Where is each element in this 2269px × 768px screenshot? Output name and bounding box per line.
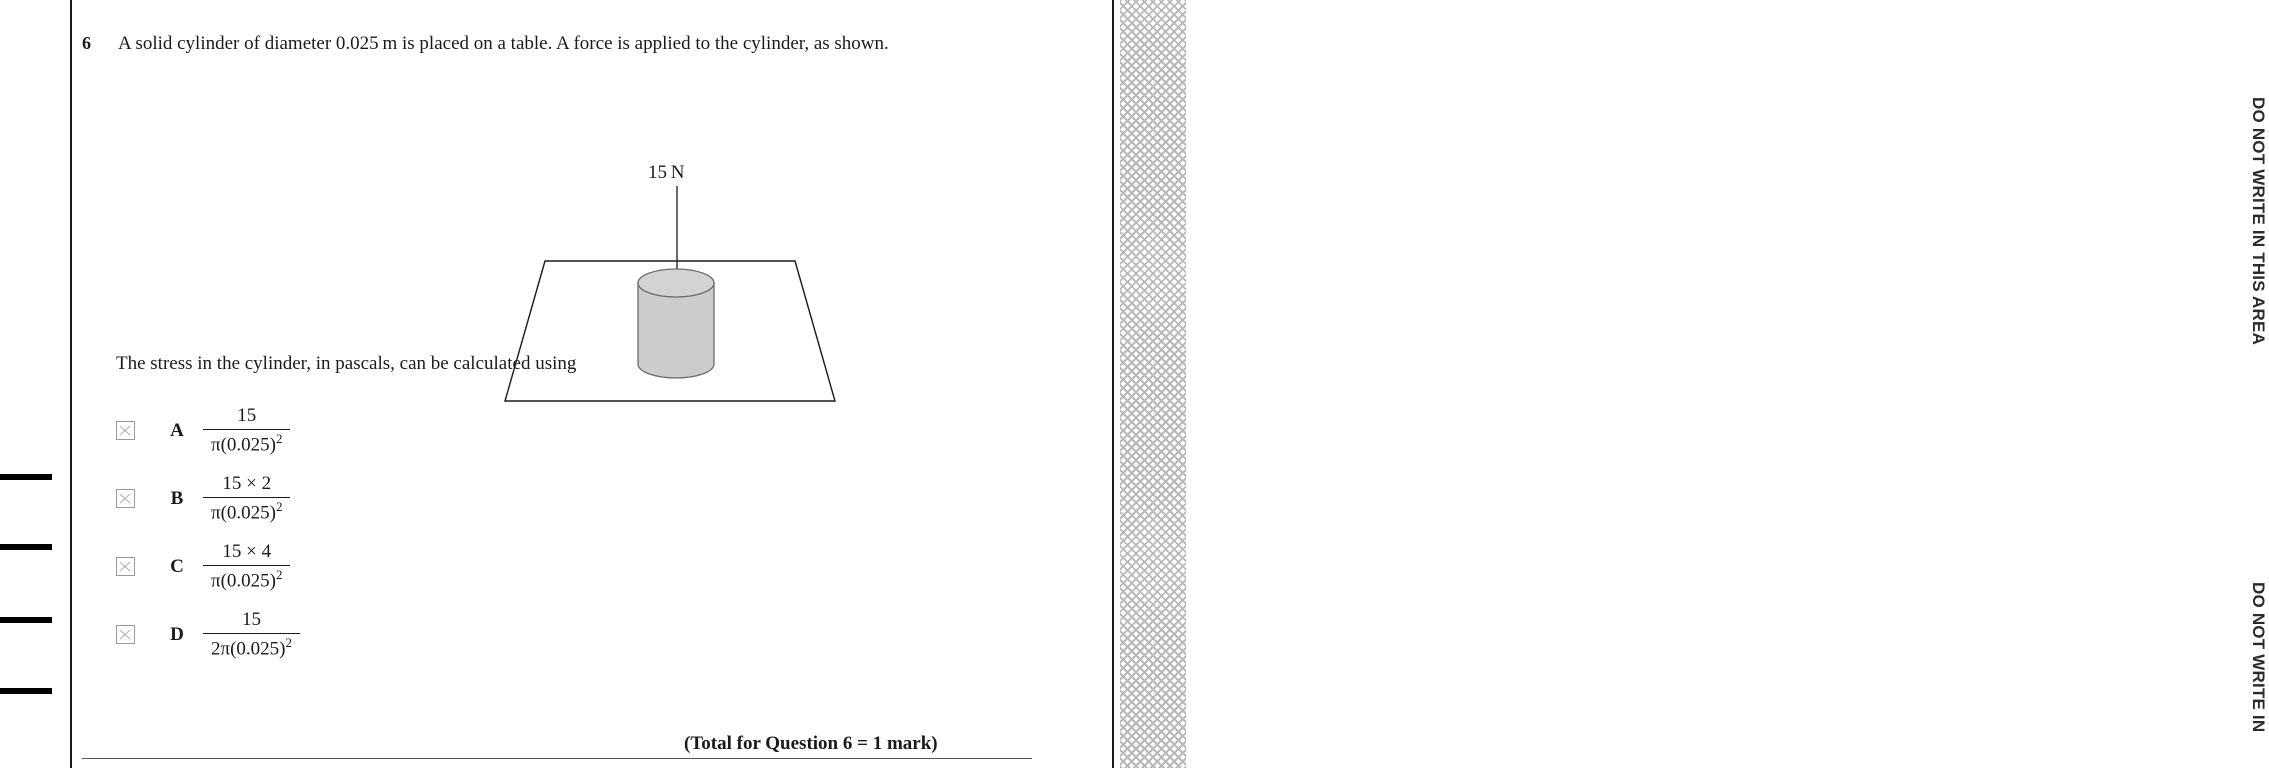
question-stem: A solid cylinder of diameter 0.025 m is placed on a table. A force is applied to the cylinder, as shown. xyxy=(118,33,889,54)
question-header xyxy=(82,30,1092,58)
question-number: 6 xyxy=(82,33,91,53)
do-not-write-label-bottom: DO NOT WRITE IN xyxy=(2249,582,2268,733)
option-row[interactable] xyxy=(116,397,1092,465)
option-expression-c xyxy=(203,540,290,593)
option-checkbox-d[interactable] xyxy=(116,625,135,644)
option-row[interactable] xyxy=(116,465,1092,533)
option-letter-a: A xyxy=(170,419,184,441)
margin-dash xyxy=(0,617,52,623)
answer-options xyxy=(116,397,1092,669)
option-numerator-d: 15 xyxy=(241,609,261,631)
margin-dash xyxy=(0,474,52,480)
do-not-write-label-top: DO NOT WRITE IN THIS AREA xyxy=(2249,97,2268,346)
option-checkbox-c[interactable] xyxy=(116,557,135,576)
footer-rule xyxy=(82,758,1032,759)
option-expression-b xyxy=(203,472,290,525)
option-row[interactable] xyxy=(116,601,1092,669)
option-expression-d xyxy=(203,608,300,661)
figure-svg xyxy=(82,76,1082,351)
option-letter-d: D xyxy=(170,623,184,645)
do-not-write-area-band xyxy=(1120,0,2268,768)
page-left-rule xyxy=(70,0,72,768)
option-numerator-a: 15 xyxy=(237,405,257,427)
option-checkbox-b[interactable] xyxy=(116,489,135,508)
option-letter-b: B xyxy=(170,487,184,509)
option-numerator-c: 15 × 4 xyxy=(222,541,272,563)
question-prompt: The stress in the cylinder, in pascals, can be calculated using xyxy=(116,352,577,374)
page-right-rule xyxy=(1112,0,1114,768)
question-block xyxy=(82,30,1092,669)
option-denominator-c: $\pi(0.025)^2$ xyxy=(211,566,283,592)
option-denominator-a: $\pi(0.025)^2$ xyxy=(211,430,283,456)
cylinder-on-table-figure xyxy=(82,76,1092,351)
option-checkbox-a[interactable] xyxy=(116,421,135,440)
option-letter-c: C xyxy=(170,555,184,577)
option-expression-a xyxy=(203,404,290,457)
margin-dash xyxy=(0,688,52,694)
option-numerator-b: 15 × 2 xyxy=(222,473,272,495)
option-row[interactable] xyxy=(116,533,1092,601)
question-total-marks: (Total for Question 6 = 1 mark) xyxy=(684,733,938,754)
option-denominator-b: $\pi(0.025)^2$ xyxy=(211,498,283,524)
margin-dash xyxy=(0,544,52,550)
force-label: 15 N xyxy=(648,161,685,183)
option-denominator-d: $2\pi(0.025)^2$ xyxy=(211,634,292,660)
